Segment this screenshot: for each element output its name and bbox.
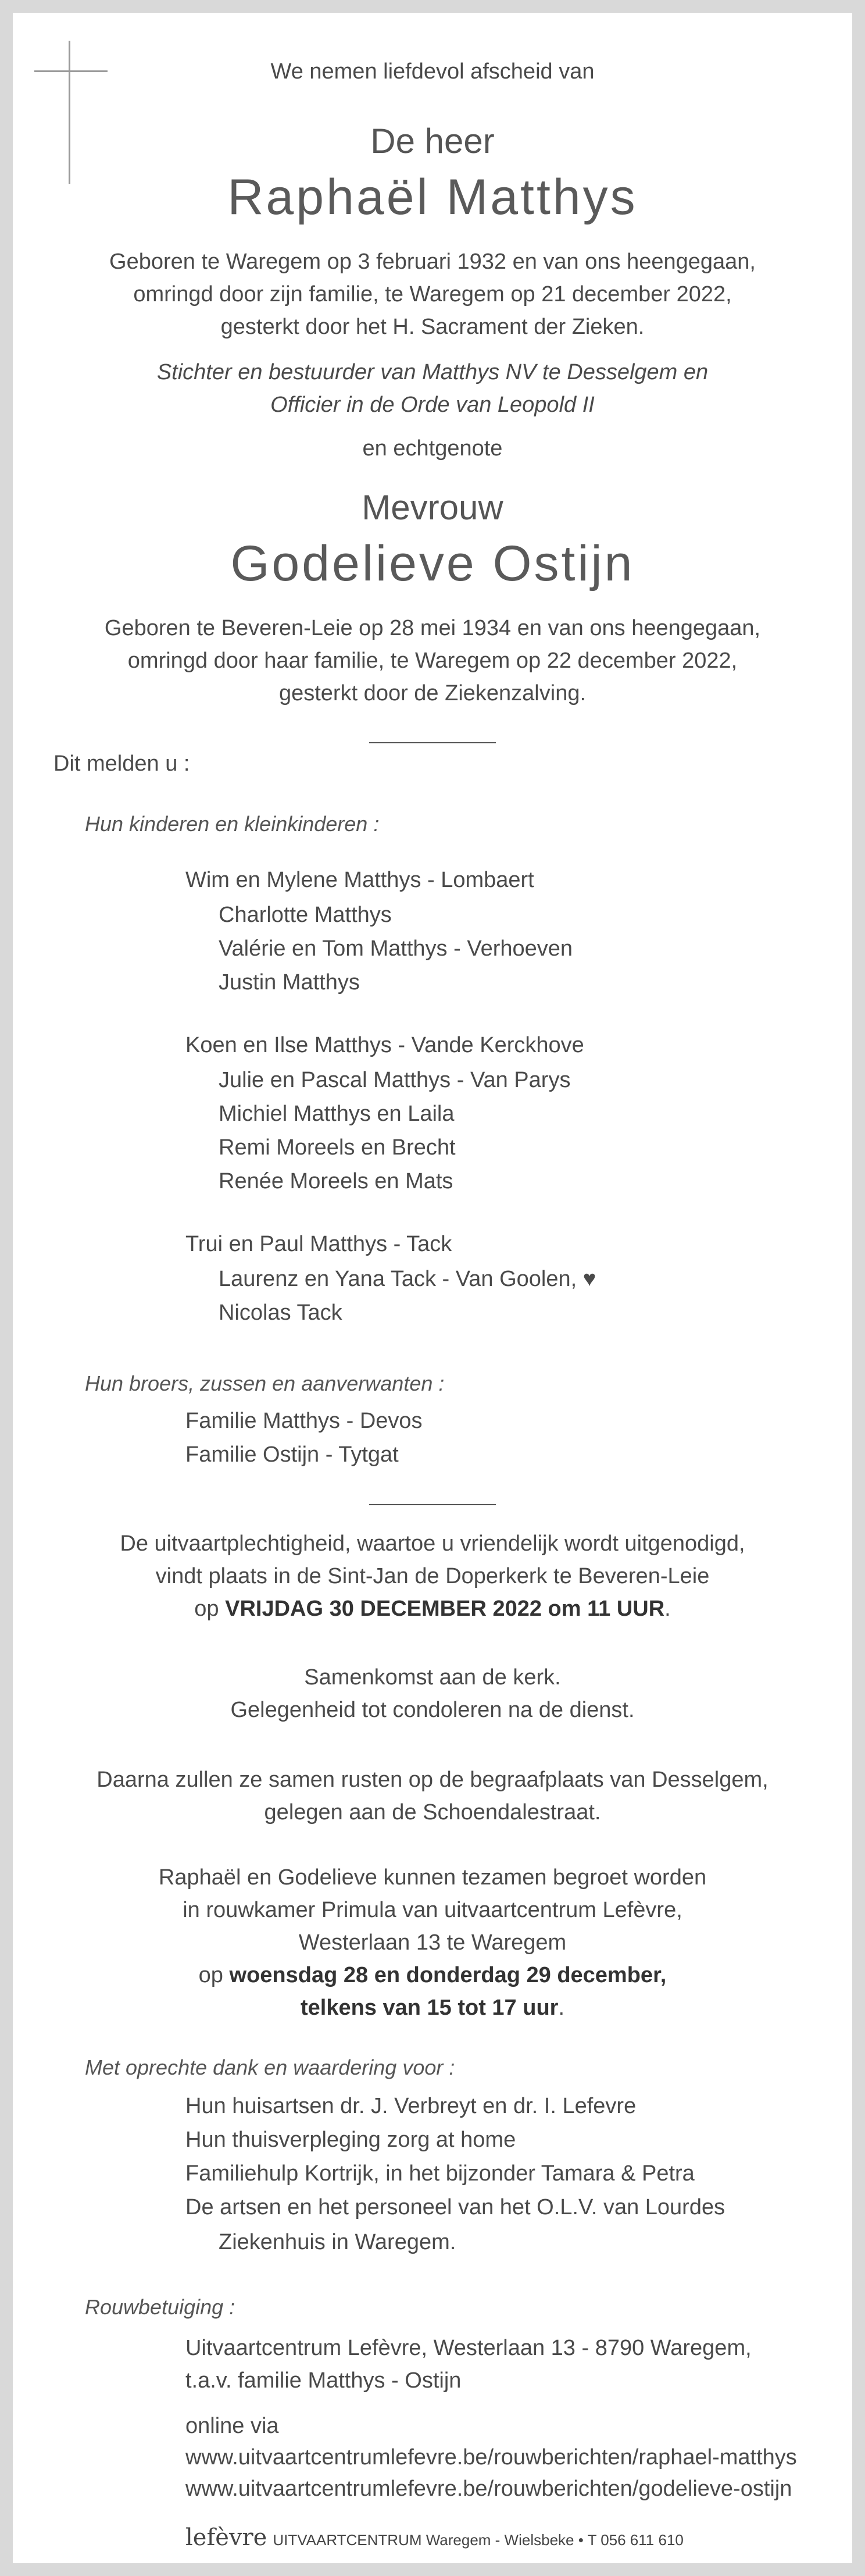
footer	[185, 2524, 684, 2551]
family-member: Remi Moreels en Brecht	[219, 1135, 456, 1160]
family-member: Charlotte Matthys	[219, 903, 392, 927]
family-member: Julie en Pascal Matthys - Van Parys	[219, 1068, 571, 1092]
family-member: Renée Moreels en Mats	[219, 1169, 453, 1193]
family-head: Trui en Paul Matthys - Tack	[185, 1232, 452, 1256]
burial-text: Daarna zullen ze samen rusten op de begraafplaats van Desselgem, gelegen aan de Schoendalestraat.	[96, 1768, 769, 1825]
divider	[369, 742, 496, 743]
announce-text: Dit melden u :	[53, 751, 190, 776]
thanks-item: Hun thuisverpleging zorg at home	[185, 2128, 516, 2152]
condolence-attn: t.a.v. familie Matthys - Ostijn	[185, 2368, 462, 2393]
family-member: Nicolas Tack	[219, 1301, 342, 1325]
person2-bio: Geboren te Beveren-Leie op 28 mei 1934 en van ons heengegaan, omringd door haar familie, te Waregem op 22 december 2022, gesterkt door de Ziekenzalving.	[104, 616, 761, 706]
person2-salutation: Mevrouw	[362, 488, 503, 527]
family-member: Justin Matthys	[219, 970, 360, 995]
thanks-label: Met oprechte dank en waardering voor :	[85, 2055, 455, 2079]
siblings-label: Hun broers, zussen en aanverwanten :	[85, 1371, 445, 1395]
family-member: Michiel Matthys en Laila	[219, 1102, 455, 1126]
person1-bio: Geboren te Waregem op 3 februari 1932 en van ons heengegaan, omringd door zijn familie, te Waregem op 21 december 2022, gesterkt door het H. Sacrament der Zieken.	[109, 250, 756, 339]
meeting-text: Samenkomst aan de kerk. Gelegenheid tot condoleren na de dienst.	[230, 1665, 635, 1722]
children-label: Hun kinderen en kleinkinderen :	[85, 812, 380, 836]
family-head: Koen en Ilse Matthys - Vande Kerckhove	[185, 1033, 584, 1057]
obituary-card	[13, 13, 852, 2563]
sibling-family: Familie Ostijn - Tytgat	[185, 1442, 399, 1467]
condolence-online: online via	[185, 2414, 279, 2438]
condolence-link-raphael[interactable]: www.uitvaartcentrumlefevre.be/rouwberichten/raphael-matthys	[185, 2445, 797, 2470]
person1-name: Raphaël Matthys	[227, 169, 638, 225]
family-head: Wim en Mylene Matthys - Lombaert	[185, 868, 534, 892]
footer-text: UITVAARTCENTRUM Waregem - Wielsbeke • T 056 611 610	[273, 2531, 684, 2549]
condolence-link-godelieve[interactable]: www.uitvaartcentrumlefevre.be/rouwberichten/godelieve-ostijn	[185, 2477, 792, 2501]
thanks-item: Familiehulp Kortrijk, in het bijzonder Tamara & Petra	[185, 2161, 695, 2186]
person1-function: Stichter en bestuurder van Matthys NV te Desselgem en Officier in de Orde van Leopold II	[156, 360, 709, 417]
family-member: Laurenz en Yana Tack - Van Goolen, ♥	[219, 1267, 596, 1291]
divider	[369, 1504, 496, 1505]
thanks-item: Hun huisartsen dr. J. Verbreyt en dr. I. Lefevre	[185, 2094, 637, 2118]
family-member: Valérie en Tom Matthys - Verhoeven	[219, 936, 573, 961]
condolence-address: Uitvaartcentrum Lefèvre, Westerlaan 13 - 8790 Waregem,	[185, 2336, 752, 2360]
visit-text: Raphaël en Godelieve kunnen tezamen begroet worden in rouwkamer Primula van uitvaartcentrum Lefèvre, Westerlaan 13 te Waregem op woensdag 28 en donderdag 29 december, telkens van 15 tot 17 uur.	[158, 1865, 707, 2020]
person2-name: Godelieve Ostijn	[230, 536, 635, 592]
thanks-item: Ziekenhuis in Waregem.	[219, 2230, 456, 2254]
ceremony-text: De uitvaartplechtigheid, waartoe u vriendelijk wordt uitgenodigd, vindt plaats in de Sint-Jan de Doperkerk te Beveren-Leie op VRIJDAG 30 DECEMBER 2022 om 11 UUR.	[120, 1531, 745, 1621]
sibling-family: Familie Matthys - Devos	[185, 1409, 423, 1433]
person1-salutation: De heer	[370, 122, 495, 161]
condolence-label: Rouwbetuiging :	[85, 2295, 235, 2319]
thanks-item: De artsen en het personeel van het O.L.V. van Lourdes	[185, 2195, 725, 2219]
spouse-label: en echtgenote	[362, 436, 503, 461]
intro-text: We nemen liefdevol afscheid van	[270, 59, 595, 84]
footer-logo: lefèvre	[185, 2524, 267, 2551]
